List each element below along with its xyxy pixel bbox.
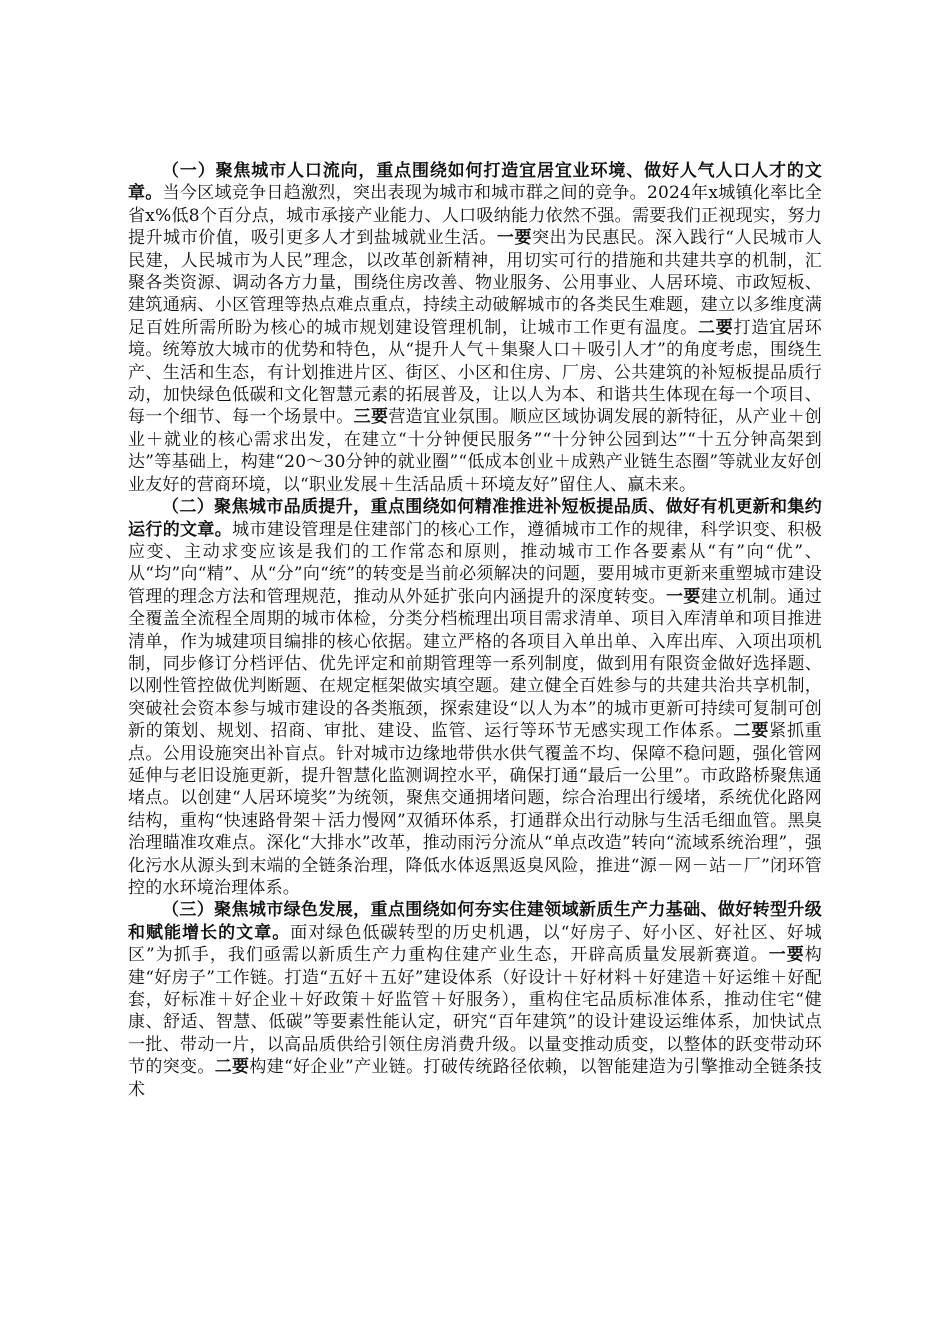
paragraph-text: 构建“好企业”产业链。打破传统路径依赖，以智能建造为引擎推动全链条技术 [128,1057,822,1100]
paragraph-text: 构建“好房子”工作链。打造“五好＋五好”建设体系（好设计＋好材料＋好建造＋好运维＋好配套，好标准＋好企业＋好政策＋好监管＋好服务），重构住宅品质标准体系，推动住宅“健康、舒适、智慧、低碳”等要素性能认定，研究“百年建筑”的设计建设运维体系，加快试点一批、带动一片，以高品质供给引领住房消费升级。以量变推动质变，以整体的跃变带动环节的突变。 [128,945,822,1078]
emphasis-label: 二要 [733,721,770,742]
paragraph-text: 打造宜居环境。统筹放大城市的优势和特色，从“提升人气＋集聚人口＋吸引人才”的角度考虑，围绕生产、生活和生态，有计划推进片区、街区、小区和住房、厂房、公共建筑的补短板提品质行动，加快绿色低碳和文化智慧元素的拓展普及，让以人为本、和谐共生体现在每一个项目、每一个细节、每一个场景中。 [128,317,823,428]
emphasis-label: 一要 [768,945,805,966]
section-heading-2: （二）聚焦城市品质提升，重点围绕如何精准推进补短板提品质、做好有机更新和集约运行的文章。 [128,497,822,540]
paragraph-3 [128,899,822,1101]
paragraph-text: 面对绿色低碳转型的历史机遇，以“好房子、好小区、好社区、好城区”为抓手，我们亟需以新质生产力重构住建产业生态，开辟高质量发展新赛道。 [128,922,822,966]
emphasis-label: 二要 [697,317,734,338]
document-body [128,160,822,1101]
paragraph-1 [128,160,822,496]
section-heading-3: （三）聚焦城市绿色发展，重点围绕如何夯实住建领域新质生产力基础、做好转型升级和赋能增长的文章。 [128,900,822,943]
paragraph-text: 突出为民惠民。深入践行“人民城市人民建，人民城市为人民”理念，以改革创新精神，用切实可行的措施和共建共享的机制，汇聚各类资源、调动各方力量，围绕住房改善、物业服务、公用事业、人居环境、市政短板、建筑通病、小区管理等热点难点重点，持续主动破解城市的各类民生难题，建立以多维度满足百姓所需所盼为核心的城市规划建设管理机制，让城市工作更有温度。 [128,228,823,338]
paragraph-text: 城市建设管理是住建部门的核心工作，遵循城市工作的规律，科学识变、积极应变、主动求变应该是我们的工作常态和原则，推动城市工作各要素从“有”向“优”、从“均”向“精”、从“分”向“统”的转变是当前必须解决的问题，要用城市更新来重塑城市建设管理的理念方法和管理规范，推动从外延扩张向内涵提升的深度转变。 [128,519,822,607]
section-heading-1: （一）聚焦城市人口流向，重点围绕如何打造宜居宜业环境、做好人气人口人才的文章。 [128,161,822,204]
emphasis-label: 二要 [214,1057,250,1078]
paragraph-text: 建立机制。通过全覆盖全流程全周期的城市体检，分类分档梳理出项目需求清单、项目入库清单和项目推进清单，作为城建项目编排的核心依据。建立严格的各项目入单出单、入库出库、入项出项机制，同步修订分档评估、优先评定和前期管理等一系列制度，做到用有限资金做好选择题、以刚性管控做优判断题、在规定框架做实填空题。建立健全百姓参与的共建共治共享机制，突破社会资本参与城市建设的各类瓶颈，探索建设“以人为本”的城市更新可持续可复制可创新的策划、规划、招商、审批、建设、监管、运行等环节无感实现工作体系。 [128,586,823,742]
paragraph-text: 紧抓重点。公用设施突出补盲点。针对城市边缘地带供水供气覆盖不均、保障不稳问题，强化管网延伸与老旧设施更新，提升智慧化监测调控水平，确保打通“最后一公里”。市政路桥聚焦通堵点。以创建“人居环境奖”为统领，聚焦交通拥堵问题，综合治理出行缓堵，系统优化路网结构，重构“快速路骨架＋活力慢网”双循环体系，打通群众出行动脉与生活毛细血管。黑臭治理瞄准攻难点。深化“大排水”改革，推动雨污分流从“单点改造”转向“流域系统治理”，强化污水从源头到末端的全链条治理，降低水体返黑返臭风险，推进“源－网－站－厂”闭环管控的水环境治理体系。 [128,721,822,898]
paragraph-text: 营造宜业氛围。顺应区域协调发展的新特征，从产业＋创业＋就业的核心需求出发，在建立“十分钟便民服务”“十分钟公园到达”“十五分钟高架到达”等基础上，构建“20～30分钟的就业圈”“低成本创业＋成熟产业链生态圈”等就业友好创业友好的营商环境，以“职业发展＋生活品质＋环境友好”留住人、赢未来。 [128,407,823,495]
emphasis-label: 三要 [353,407,389,428]
paragraph-2 [128,496,822,899]
emphasis-label: 一要 [665,586,701,607]
paragraph-text: 当今区域竞争日趋激烈，突出表现为城市和城市群之间的竞争。2024年x城镇化率比全省x%低8个百分点，城市承接产业能力、人口吸纳能力依然不强。需要我们正视现实，努力提升城市价值，吸引更多人才到盐城就业生活。 [128,183,822,249]
emphasis-label: 一要 [496,228,533,249]
